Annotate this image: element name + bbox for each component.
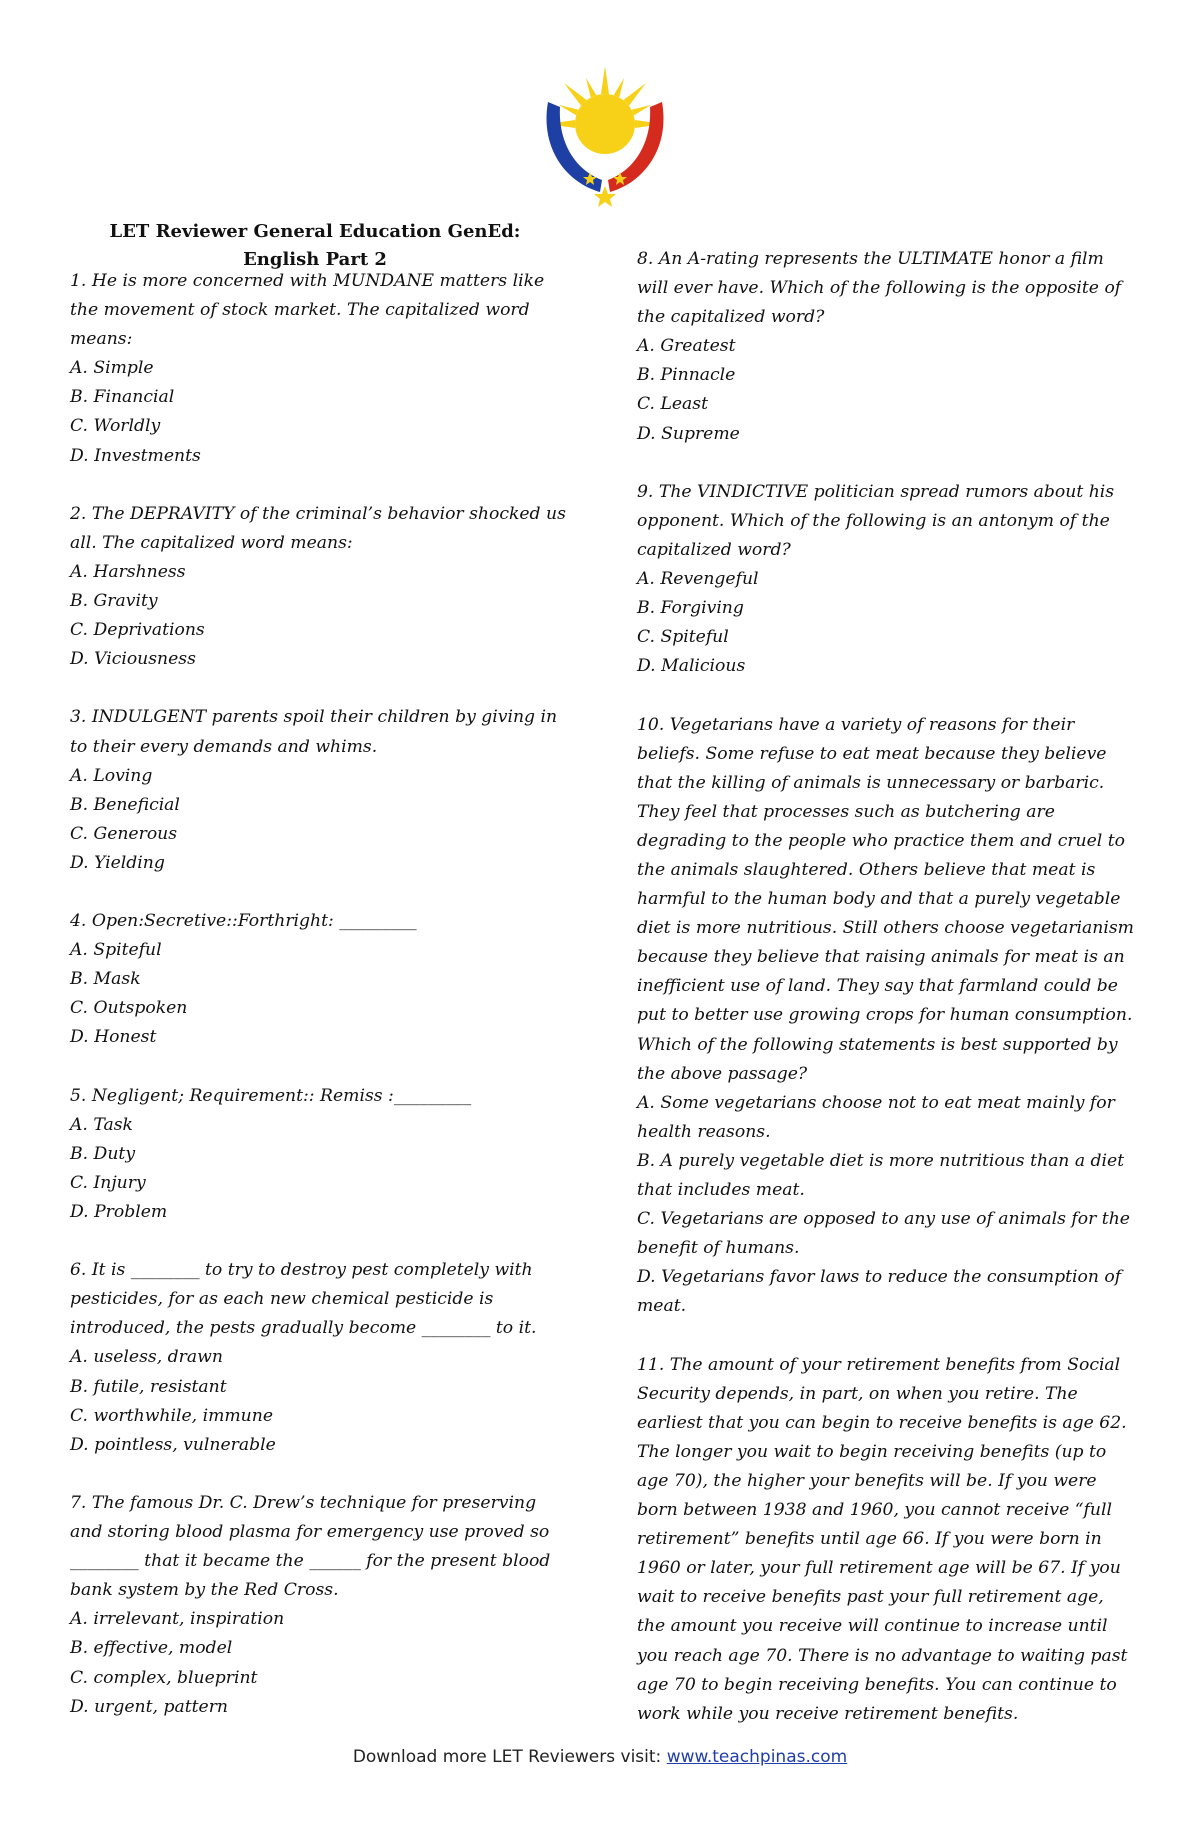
option-b: B. Forgiving xyxy=(637,598,744,619)
question-1 xyxy=(70,267,570,471)
option-b: B. Financial xyxy=(70,387,175,408)
question-text: 10. Vegetarians have a variety of reasons for their beliefs. Some refuse to eat meat because they believe that the killing of animals is unnecessary or barbaric. They feel that processes such as butchering are degrading to the people who practice them and cruel to the animals slaughtered. Others believe that meat is harmful to the human body and that a purely vegetable diet is more nutritious. Still others choose vegetarianism because they believe that raising animals for meat is an inefficient use of land. They say that farmland could be put to better use growing crops for human consumption. Which of the following statements is best supported by the above passage? xyxy=(637,714,1134,1084)
option-b: B. Beneficial xyxy=(70,794,180,815)
question-5 xyxy=(70,1082,570,1227)
right-column xyxy=(637,245,1137,1758)
question-8 xyxy=(637,245,1137,449)
option-c: C. Outspoken xyxy=(70,998,188,1019)
option-c: C. Generous xyxy=(70,823,178,844)
question-3 xyxy=(70,703,570,878)
question-9 xyxy=(637,478,1137,682)
question-6 xyxy=(70,1256,570,1460)
question-text: 3. INDULGENT parents spoil their children by giving in to their every demands and whims. xyxy=(70,707,558,757)
option-c: C. Vegetarians are opposed to any use of animals for the benefit of humans. xyxy=(637,1209,1130,1259)
option-c: C. Injury xyxy=(70,1172,146,1193)
option-c: C. worthwhile, immune xyxy=(70,1405,273,1426)
question-text: 11. The amount of your retirement benefits from Social Security depends, in part, on when you retire. The earliest that you can begin to receive benefits is age 62. The longer you wait to begin receiving benefits (up to age 70), the higher your benefits will be. If you were born between 1938 and 1960, you cannot receive “full retirement” benefits until age 66. If you were born in 1960 or later, your full retirement age will be 67. If you wait to receive benefits past your full retirement age, the amount you receive will continue to increase until you reach age 70. There is no advantage to waiting past age 70 to begin receiving benefits. You can continue to work while you receive retirement benefits. xyxy=(637,1354,1128,1724)
option-b: B. Mask xyxy=(70,969,141,990)
question-text: 1. He is more concerned with MUNDANE matters like the movement of stock market. The capitalized word means: xyxy=(70,271,545,350)
option-d: D. Supreme xyxy=(637,423,740,444)
footer xyxy=(0,1747,1200,1767)
philippine-sun-logo-icon xyxy=(530,62,680,212)
option-a: A. Simple xyxy=(70,358,154,379)
option-d: D. pointless, vulnerable xyxy=(70,1434,276,1455)
option-b: B. A purely vegetable diet is more nutritious than a diet that includes meat. xyxy=(637,1150,1125,1200)
option-b: B. Pinnacle xyxy=(637,365,736,386)
option-d: D. Viciousness xyxy=(70,649,196,670)
footer-text: Download more LET Reviewers visit: xyxy=(352,1747,667,1767)
question-10 xyxy=(637,711,1137,1322)
left-column xyxy=(70,267,570,1751)
option-b: B. futile, resistant xyxy=(70,1376,227,1397)
option-c: C. complex, blueprint xyxy=(70,1667,258,1688)
option-d: D. Problem xyxy=(70,1202,168,1222)
question-2 xyxy=(70,500,570,675)
question-text: 4. Open:Secretive::Forthright: _________ xyxy=(70,911,417,932)
option-a: A. Harshness xyxy=(70,561,186,582)
option-d: D. urgent, pattern xyxy=(70,1696,228,1717)
option-a: A. useless, drawn xyxy=(70,1347,223,1368)
option-a: A. Task xyxy=(70,1114,133,1135)
option-b: B. effective, model xyxy=(70,1638,233,1659)
question-text: 2. The DEPRAVITY of the criminal’s behavior shocked us all. The capitalized word means: xyxy=(70,503,566,553)
option-b: B. Gravity xyxy=(70,591,158,612)
question-11 xyxy=(637,1351,1137,1729)
option-a: A. Greatest xyxy=(637,336,736,357)
footer-link[interactable]: www.teachpinas.com xyxy=(666,1747,848,1767)
question-7 xyxy=(70,1489,570,1722)
option-a: A. Spiteful xyxy=(70,940,162,961)
question-text: 9. The VINDICTIVE politician spread rumors about his opponent. Which of the following is an antonym of the capitalized word? xyxy=(637,481,1115,560)
question-4 xyxy=(70,907,570,1052)
question-text: 5. Negligent; Requirement:: Remiss :_________ xyxy=(70,1085,472,1106)
option-a: A. Revengeful xyxy=(637,569,759,590)
option-d: D. Malicious xyxy=(637,656,746,677)
option-c: C. Worldly xyxy=(70,416,161,437)
title-line-2: English Part 2 xyxy=(243,249,387,270)
page-title xyxy=(70,218,560,274)
option-c: C. Spiteful xyxy=(637,627,729,648)
option-a: A. Some vegetarians choose not to eat meat mainly for health reasons. xyxy=(637,1092,1115,1142)
question-text: 8. An A-rating represents the ULTIMATE honor a film will ever have. Which of the following is the opposite of the capitalized word? xyxy=(637,249,1122,328)
option-b: B. Duty xyxy=(70,1143,136,1164)
option-d: D. Honest xyxy=(70,1027,157,1048)
option-c: C. Deprivations xyxy=(70,620,205,641)
question-text: 7. The famous Dr. C. Drew’s technique for preserving and storing blood plasma for emergency use proved so ________ that it became the ______ for the present blood bank system by the Red Cross. xyxy=(70,1492,551,1601)
option-a: A. irrelevant, inspiration xyxy=(70,1609,285,1630)
title-line-1: LET Reviewer General Education GenEd: xyxy=(109,221,521,242)
option-d: D. Yielding xyxy=(70,852,165,873)
option-a: A. Loving xyxy=(70,765,153,786)
option-d: D. Vegetarians favor laws to reduce the consumption of meat. xyxy=(637,1267,1122,1317)
question-text: 6. It is ________ to try to destroy pest completely with pesticides, for as each new chemical pesticide is introduced, the pests gradually become ________ to it. xyxy=(70,1260,537,1339)
option-c: C. Least xyxy=(637,394,709,415)
option-d: D. Investments xyxy=(70,445,201,466)
